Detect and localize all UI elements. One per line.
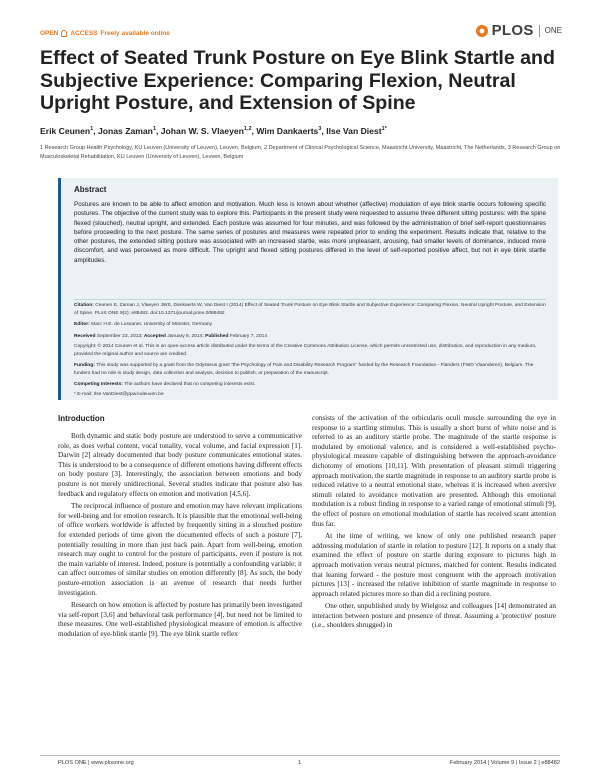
paragraph: Research on how emotion is affected by posture has primarily been investigated via self-report [3,6] and behavioral task performance [4], but need not be limited to these measures. One well-established physiological measure of emotion is affective modulation of eye-blink startle [9]. The eye blink startle reflex xyxy=(58,601,302,638)
funding: Funding: This study was supported by a grant from the Odysseus grant "the Psychology of Pain and Disability Research Program" funded by the Research Foundation - Flanders (FWO Vlaanderen), Belgium. The funders had no role in study design, data collection and analysis, decision to publish, or preparation of the manuscript. xyxy=(74,363,534,376)
journal-sub: ONE xyxy=(544,26,562,35)
contact-email: * E-mail: Ilse.VanDiest@ppw.kuleuven.be xyxy=(74,392,164,397)
access-label: ACCESS xyxy=(70,30,98,37)
copyright: Copyright: © 2014 Ceunen et al. This is an open-access article distributed under the terms of the Creative Commons Attribution License, which permits unrestricted use, distribution, and reproduction in any medium, provided the original author and source are credited. xyxy=(74,344,537,357)
abstract-text: Postures are known to be able to affect emotion and motivation. Much less is known about whether (affective) modulation of eye blink startle occurs following specific postures. The objective of the current study was to explore this. Participants in the present study were requested to assume three different sitting postures: with the spine flexed (slouched), neutral upright, and extended. Each posture was assumed for four minutes, and was followed by the administration of brief self-report questionnaires before proceeding to the next posture. The same series of postures and measures were repeated prior to ending the experiment. Results indicate that, relative to the other postures, the extended sitting posture was associated with an increased startle, was more unpleasant, arousing, had smaller levels of dominance, induced more discomfort, and was perceived as more difficult. The upright and flexed sitting postures differed in the level of self-reported positive affect, but not in eye blink startle amplitudes. xyxy=(74,201,546,264)
author: Johan W. S. Vlaeyen$^{1,2}$, xyxy=(160,126,257,136)
paragraph: Both dynamic and static body posture are understood to serve a communicative role, as does verbal content, vocal tonality, vocal volume, and facial expression [1]. Darwin [2] already documented that body posture communicates emotional states. This is understood to be a consequence of different emotions having different effects on body posture [3]. Interestingly, the association between emotions and body posture is not merely unidirectional. Several studies indicate that posture also has feedback and regulatory effects on emotion and motivation [4,5,6]. xyxy=(58,432,302,498)
paragraph: consists of the activation of the orbicularis oculi muscle surrounding the eye in response to a startling stimulus. This is usually a short burst of white noise and is referred to as an auditory startle probe. The magnitude of the startle response is modulated by emotional valence, and is considered a well-established psycho-physiological measure capable of distinguishing between the approach-avoidance dichotomy of emotions [10,11]. With presentation of pleasant stimuli triggering approach motivation, the startle magnitude in response to an auditory startle probe is reduced relative to a neutral emotional state, whereas it is increased when aversive stimuli related to avoidance motivation are presented. Although this emotional modulation is a robust finding in response to a varied range of emotional stimuli [9], the effect of posture on emotional modulation of startle has received scant attention thus far. xyxy=(312,414,556,528)
section-heading-introduction: Introduction xyxy=(58,414,105,423)
open-lock-icon xyxy=(61,30,67,37)
left-column xyxy=(58,432,302,642)
paragraph: One other, unpublished study by Wielgosz and colleagues [14] demonstrated an interaction between posture and presence of threat. Assuming a 'protective' posture (i.e., shoulders shrugged) in xyxy=(312,602,556,630)
author-list xyxy=(40,126,387,136)
freely-available-label: Freely available online xyxy=(100,30,170,37)
paragraph: At the time of writing, we know of only one published research paper addressing modulation of startle in relation to posture [12]. It reports on a study that examined the effect of posture on startle during exposure to pictures high in approach motivation versus neutral pictures, matched for content. Results indicated that leaning forward - the posture most congruent with the approach motivation pictures [13] - increased the relative inhibition of startle magnitude in response to approach related pictures more so than did a reclining posture. xyxy=(312,532,556,598)
open-access-badge xyxy=(40,30,170,37)
author: Erik Ceunen$^1$, xyxy=(40,126,98,136)
footer-divider xyxy=(40,755,560,756)
journal-logo xyxy=(475,22,562,39)
competing-interests: Competing Interests: The authors have declared that no competing interests exist. xyxy=(74,382,256,387)
footer-journal: PLOS ONE | www.plosone.org xyxy=(58,760,134,766)
right-column xyxy=(312,414,556,634)
dates: Received September 23, 2013; Accepted January 8, 2014; Published February 7, 2014 xyxy=(74,334,268,339)
page-number: 1 xyxy=(298,760,302,766)
logo-divider xyxy=(539,25,540,37)
paper-title: Effect of Seated Trunk Posture on Eye Blink Startle and Subjective Experience: Comparing Flexion, Neutral Upright Posture, and Extension of Spine xyxy=(40,47,555,114)
author: Jonas Zaman$^1$, xyxy=(98,126,161,136)
affiliations: 1 Research Group Health Psychology, KU Leuven (University of Leuven), Leuven, Belgium, 2 Department of Clinical Psychological Science, Maastricht University, Maastricht, The Netherlands, 3 Research Group on Musculoskeletal Rehabilitation, KU Leuven (University of Leuven), Leuven, Belgium xyxy=(40,145,561,160)
citation: Citation: Ceunen E, Zaman J, Vlaeyen JWS, Dankaerts W, Van Diest I (2014) Effect of Seated Trunk Posture on Eye Blink Startle and Subjective Experience: Comparing Flexion, Neutral Upright Posture, and Extension of Spine. PLoS ONE 9(2): e88482. doi:10.1371/journal.pone.0088482 xyxy=(74,303,546,316)
plos-logo-icon xyxy=(475,24,489,38)
open-label: OPEN xyxy=(40,30,59,37)
footer-issue: February 2014 | Volume 9 | Issue 2 | e88482 xyxy=(449,760,560,766)
journal-name: PLOS xyxy=(491,22,534,39)
author: Ilse Van Diest$^{1*}$ xyxy=(326,126,387,136)
abstract-box xyxy=(58,178,558,400)
paragraph: The reciprocal influence of posture and emotion may have relevant implications for well-being and for emotion research. It is plausible that the emotional well-being of office workers worldwide is affected by frequently sitting in a slouched posture for extended periods of time given the documented effects of such a posture [7], potentially resulting in more than just back pain. Apart from well-being, emotion research may ought to control for the posture of participants, even if posture is not the main variable of interest. Indeed, posture is potentially a confounding variable; it can affect outcomes of similar studies on emotion differently [8]. As such, the body posture-emotion association is an avenue of research that needs further investigation. xyxy=(58,502,302,597)
abstract-heading: Abstract xyxy=(74,185,107,194)
author: Wim Dankaerts$^3$, xyxy=(256,126,327,136)
abstract-divider xyxy=(74,299,546,300)
editor: Editor: Marc H.E. de Lussanet, University of Münster, Germany xyxy=(74,322,213,327)
